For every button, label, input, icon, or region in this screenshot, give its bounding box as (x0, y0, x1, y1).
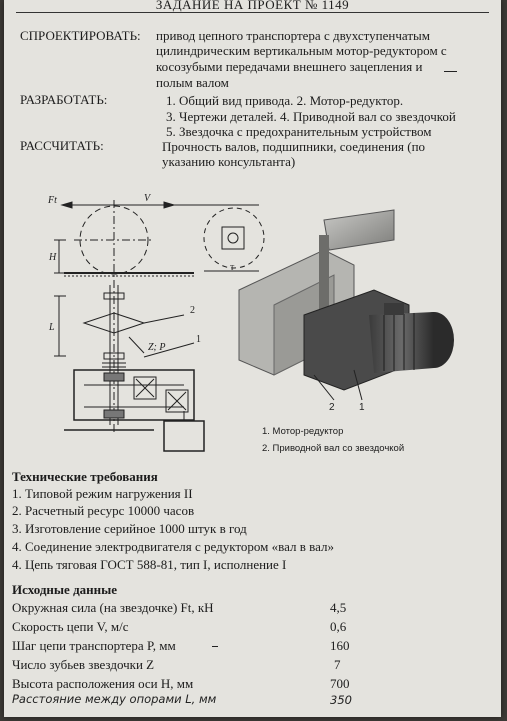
data-row-force-value: 4,5 (330, 600, 347, 615)
part-num-1: 1 (196, 334, 201, 345)
title-underline (16, 12, 489, 13)
data-row-height-label: Высота расположения оси H, мм (12, 676, 194, 691)
dash-mark-2 (212, 646, 218, 647)
speed-arrow (164, 202, 174, 208)
requirement-4: 4. Соединение электродвигателя с редуктором «вал в вал» (12, 539, 334, 554)
photo-legend-1: 1. Мотор-редуктор (262, 426, 344, 437)
motor-cylinder (369, 312, 434, 373)
height-label: H (49, 252, 57, 263)
data-row-distance-label: Расстояние между опорами L, мм (12, 692, 217, 706)
document-sheet (4, 0, 501, 717)
document-title: ЗАДАНИЕ НА ПРОЕКТ № 1149 (155, 0, 350, 12)
photo-legend-2: 2. Приводной вал со звездочкой (262, 443, 405, 454)
data-row-pitch-value: 160 (330, 638, 350, 653)
t-mark: T (230, 264, 235, 272)
data-row-teeth-value: 7 (334, 657, 341, 672)
design-line-2: цилиндрическим вертикальным мотор-редуктором с (156, 43, 447, 58)
design-line-3: косозубыми передачами внешнего зацепления и (156, 59, 423, 74)
top-plate (324, 210, 394, 250)
requirement-5: 4. Цепь тяговая ГОСТ 588-81, тип I, исполнение I (12, 557, 287, 572)
data-row-speed-label: Скорость цепи V, м/с (12, 619, 129, 634)
design-line-1: привод цепного транспортера с двухступенчатым (156, 28, 430, 43)
data-row-height-value: 700 (330, 676, 350, 691)
part-num-2: 2 (190, 305, 195, 316)
develop-label: РАЗРАБОТАТЬ: (20, 92, 108, 107)
data-row-force-label: Окружная сила (на звездочке) Ft, кН (12, 600, 214, 615)
photo-num-1: 1 (359, 402, 365, 413)
requirement-3: 3. Изготовление серийное 1000 штук в год (12, 521, 247, 536)
zp-label: Z; P (148, 342, 166, 353)
data-row-distance-value: 350 (330, 693, 352, 707)
photo-num-2: 2 (329, 402, 335, 413)
motor-body (164, 421, 204, 451)
speed-label: V (144, 193, 151, 204)
data-row-pitch-label: Шаг цепи транспортера P, мм (12, 638, 176, 653)
dash-mark (444, 71, 457, 72)
distance-label: L (49, 322, 55, 333)
calculate-line-2: указанию консультанта) (162, 154, 296, 169)
requirements-title: Технические требования (12, 469, 158, 484)
data-row-speed-value: 0,6 (330, 619, 347, 634)
initial-data-title: Исходные данные (12, 582, 118, 597)
develop-line-3: 5. Звездочка с предохранительным устройством (166, 124, 432, 139)
data-row-teeth-label: Число зубьев звездочки Z (12, 657, 155, 672)
calculate-label: РАССЧИТАТЬ: (20, 138, 104, 153)
design-line-4: полым валом (156, 75, 229, 90)
force-label: Ft (48, 195, 57, 206)
design-label: СПРОЕКТИРОВАТЬ: (20, 28, 141, 43)
develop-line-1: 1. Общий вид привода. 2. Мотор-редуктор. (166, 93, 404, 108)
drive-photo (234, 205, 459, 415)
force-arrow (62, 202, 72, 208)
requirement-2: 2. Расчетный ресурс 10000 часов (12, 503, 195, 518)
develop-line-2: 3. Чертежи деталей. 4. Приводной вал со звездочкой (166, 109, 456, 124)
requirement-1: 1. Типовой режим нагружения II (12, 486, 193, 501)
calculate-line-1: Прочность валов, подшипники, соединения (по (162, 139, 426, 154)
